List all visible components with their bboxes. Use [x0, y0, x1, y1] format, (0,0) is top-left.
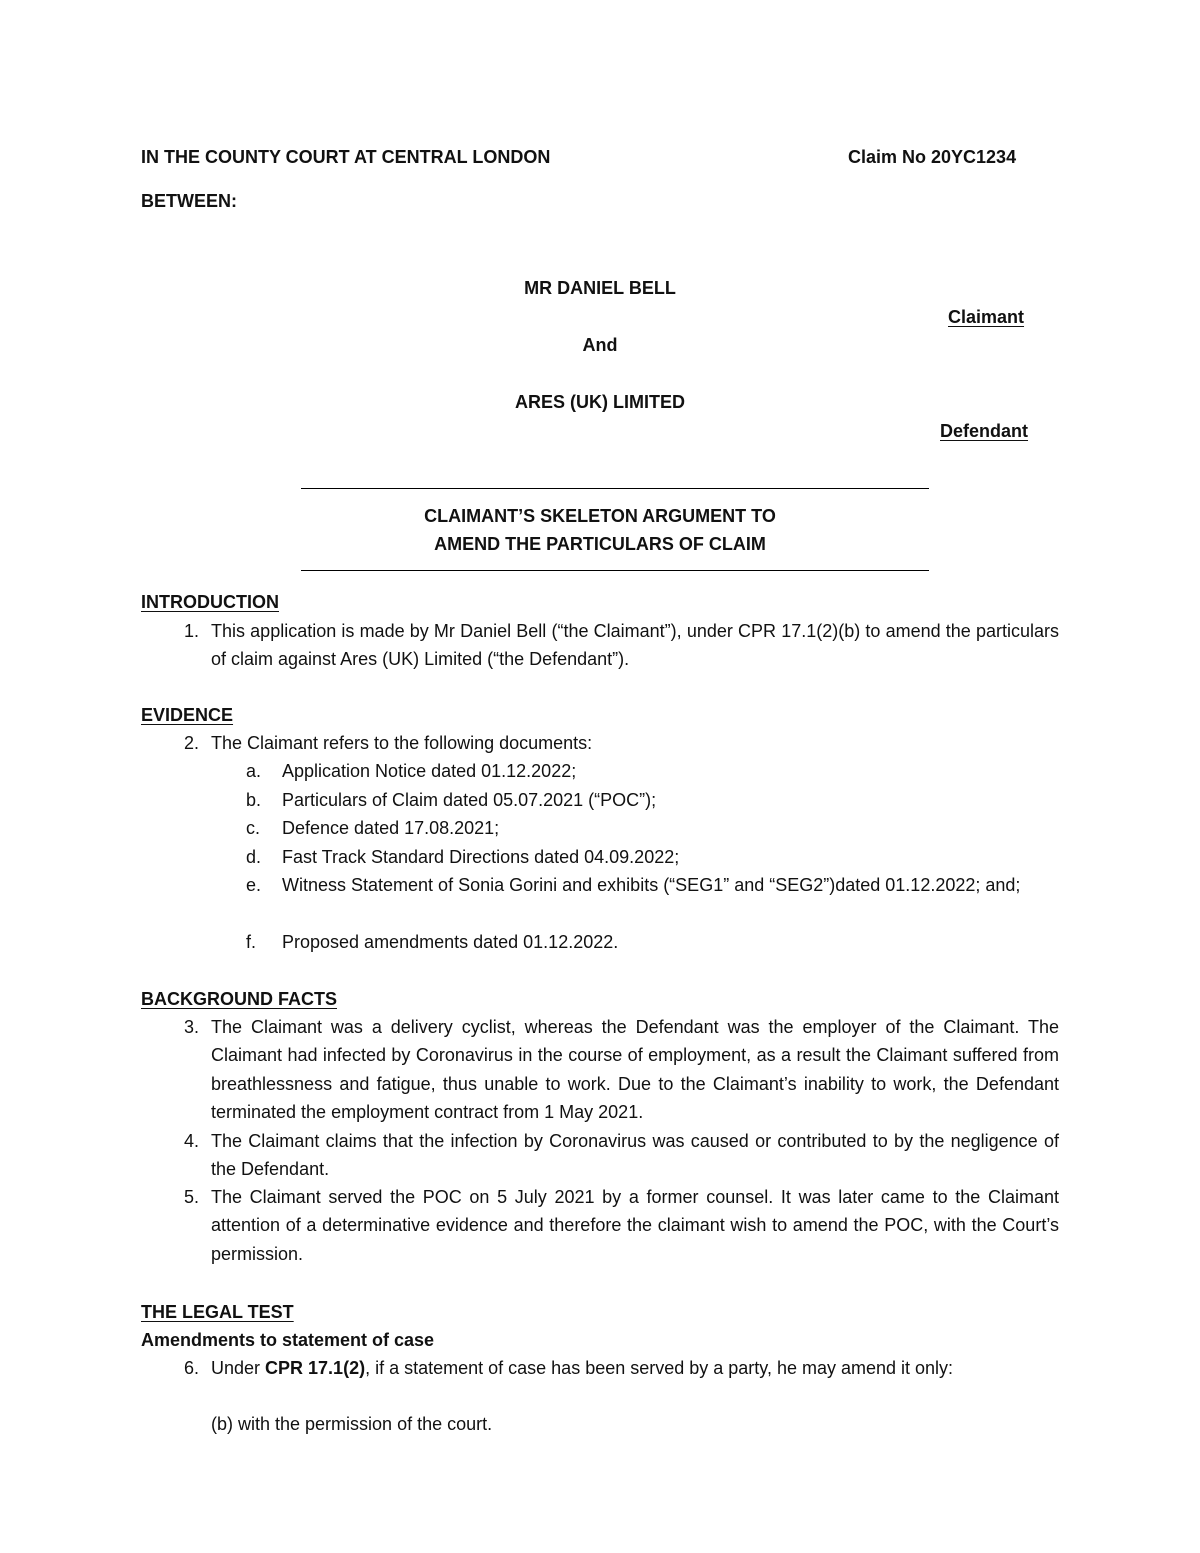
section-heading-introduction: INTRODUCTION [141, 592, 279, 612]
title-bottom-rule [301, 570, 929, 571]
paragraph-4: The Claimant claims that the infection by Coronavirus was caused or contributed to by the negligence of the Defendant. [211, 1131, 1059, 1180]
paragraph-3: The Claimant was a delivery cyclist, whereas the Defendant was the employer of the Claimant. The Claimant had infected by Coronavirus in the course of employment, as a result the Claimant suffered from breathlessness and fatigue, thus unable to work. Due to the Claimant’s inability to work, the Defendant terminated the employment contract from 1 May 2021. [211, 1017, 1059, 1123]
list-item: Proposed amendments dated 01.12.2022. [282, 932, 619, 952]
paragraph-number: 3. [183, 1017, 199, 1037]
paragraph-6-sub-b: (b) with the permission of the court. [211, 1414, 493, 1434]
and-label: And [582, 335, 618, 355]
list-item: Witness Statement of Sonia Gorini and exhibits (“SEG1” and “SEG2”)dated 01.12.2022; and; [282, 875, 1021, 895]
defendant-role: Defendant [940, 421, 1029, 441]
list-item: Particulars of Claim dated 05.07.2021 (“POC”); [282, 790, 657, 810]
paragraph-number: 2. [183, 733, 199, 753]
list-item-letter: e. [246, 875, 262, 895]
list-item: Application Notice dated 01.12.2022; [282, 761, 577, 781]
paragraph-6-pre: Under [211, 1358, 266, 1378]
paragraph-6 [211, 1354, 1059, 1382]
claim-number: Claim No 20YC1234 [848, 147, 1017, 167]
title-top-rule [301, 488, 929, 489]
list-item-letter: c. [246, 818, 261, 838]
claimant-role: Claimant [948, 307, 1025, 327]
court-heading: IN THE COUNTY COURT AT CENTRAL LONDON [141, 147, 551, 167]
paragraph-1: This application is made by Mr Daniel Bell (“the Claimant”), under CPR 17.1(2)(b) to amend the particulars of claim against Ares (UK) Limited (“the Defendant”). [211, 621, 1059, 670]
paragraph-6-post: , if a statement of case has been served by a party, he may amend it only: [365, 1358, 954, 1378]
claimant-name: MR DANIEL BELL [524, 278, 676, 298]
defendant-name: ARES (UK) LIMITED [515, 392, 685, 412]
paragraph-number: 4. [183, 1131, 199, 1151]
paragraph-number: 6. [183, 1358, 199, 1378]
paragraph-5: The Claimant served the POC on 5 July 2021 by a former counsel. It was later came to the Claimant attention of a determinative evidence and therefore the claimant wish to amend the POC, with the Court’s permission. [211, 1187, 1059, 1264]
section-heading-legal-test: THE LEGAL TEST [141, 1302, 294, 1322]
paragraph-2: The Claimant refers to the following documents: [211, 733, 593, 753]
document-title-line-1: CLAIMANT’S SKELETON ARGUMENT TO [424, 506, 776, 526]
list-item-letter: a. [246, 761, 262, 781]
cpr-reference: CPR 17.1(2) [265, 1358, 366, 1378]
section-heading-evidence: EVIDENCE [141, 705, 234, 725]
list-item: Defence dated 17.08.2021; [282, 818, 500, 838]
section-heading-background-facts: BACKGROUND FACTS [141, 989, 337, 1009]
paragraph-number: 1. [183, 621, 199, 641]
list-item-letter: d. [246, 847, 262, 867]
list-item-letter: b. [246, 790, 262, 810]
subheading-amendments: Amendments to statement of case [141, 1330, 435, 1350]
between-label: BETWEEN: [141, 191, 237, 211]
document-title-line-2: AMEND THE PARTICULARS OF CLAIM [434, 534, 766, 554]
list-item: Fast Track Standard Directions dated 04.09.2022; [282, 847, 680, 867]
list-item-letter: f. [246, 932, 257, 952]
paragraph-number: 5. [183, 1187, 199, 1207]
